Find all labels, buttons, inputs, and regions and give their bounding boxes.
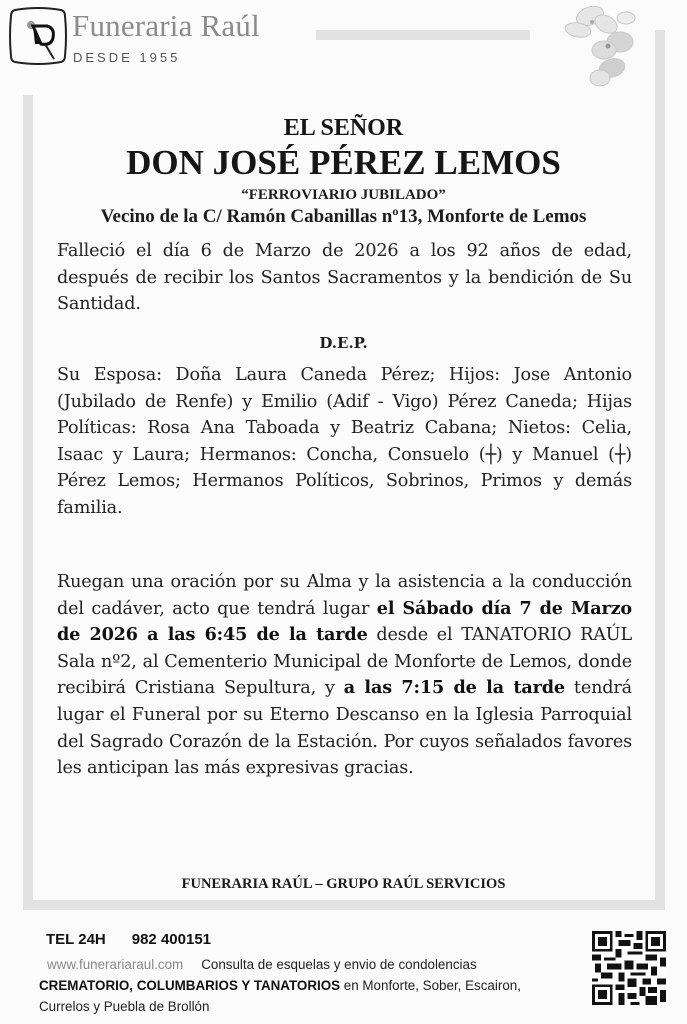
frame-top-left bbox=[316, 30, 530, 40]
dep-label: D.E.P. bbox=[319, 334, 368, 352]
ceremony-paragraph bbox=[57, 569, 632, 782]
brand-name: Funeraria Raúl bbox=[72, 8, 260, 43]
r-monogram-logo-icon bbox=[7, 6, 69, 66]
frame-left bbox=[23, 95, 33, 910]
contact-info bbox=[39, 954, 559, 1017]
tel-label: TEL 24H bbox=[46, 931, 106, 948]
funeral-time: a las 7:15 de la tarde bbox=[343, 677, 565, 699]
deceased-name: DON JOSÉ PÉREZ LEMOS bbox=[126, 143, 561, 182]
frame-right bbox=[655, 30, 665, 910]
burial-datetime: el Sábado día 7 de Marzo de 2026 a las 6:45 de la tarde bbox=[57, 597, 632, 646]
website-link[interactable]: www.funerariaraul.com bbox=[47, 957, 184, 972]
telephone-line bbox=[46, 931, 211, 948]
flower-decoration-icon bbox=[540, 0, 660, 100]
occupation: “FERROVIARIO JUBILADO” bbox=[241, 187, 446, 203]
death-paragraph: Falleció el día 6 de Marzo de 2026 a los 92 años de edad, después de recibir los Santos Sacramentos y la bendición de Su Santidad. bbox=[57, 241, 632, 315]
family-paragraph: Su Esposa: Doña Laura Caneda Pérez; Hijos: Jose Antonio (Jubilado de Renfe) y Emilio (Adif - Vigo) Pérez Caneda; Hijas Políticas: Rosa Ana Taboada y Beatriz Cabana; Nietos: Celia, Isaac y Laura; Hermanos: Concha, Consuelo (┼) y Manuel (┼) Pérez Lemos; Hermanos Políticos, Sobrinos, Primos y demás familia. bbox=[57, 365, 632, 518]
address: Vecino de la C/ Ramón Cabanillas nº13, Monforte de Lemos bbox=[100, 206, 587, 227]
info-text-1: Consulta de esquelas y envio de condolencias bbox=[201, 957, 477, 972]
qr-code-icon[interactable] bbox=[592, 930, 666, 1006]
honorific: EL SEÑOR bbox=[283, 115, 404, 141]
tel-number[interactable]: 982 400151 bbox=[131, 931, 211, 948]
ceremony-text-3: tendrá lugar el Funeral por su Eterno Descanso en la Iglesia Parroquial del Sagrado Corazón de la Estación. Por cuyos señalados favores les anticipan las más expresivas gracias. bbox=[57, 678, 632, 779]
services-list: CREMATORIO, COLUMBARIOS Y TANATORIOS bbox=[39, 978, 341, 993]
ceremony-text-1: Ruegan una oración por su Alma y la asistencia a la conducción del cadáver, acto que tendrá lugar bbox=[57, 572, 632, 619]
footer-brand: FUNERARIA RAÚL – GRUPO RAÚL SERVICIOS bbox=[181, 876, 506, 892]
ceremony-text-2: desde el TANATORIO RAÚL Sala nº2, al Cementerio Municipal de Monforte de Lemos, donde recibirá Cristiana Sepultura, y bbox=[57, 625, 632, 699]
info-text-2: en Monforte, Sober, Escairon, Currelos y Puebla de Brollón bbox=[39, 978, 521, 1014]
frame-bottom bbox=[30, 900, 665, 910]
brand-since: DESDE 1955 bbox=[73, 50, 181, 65]
